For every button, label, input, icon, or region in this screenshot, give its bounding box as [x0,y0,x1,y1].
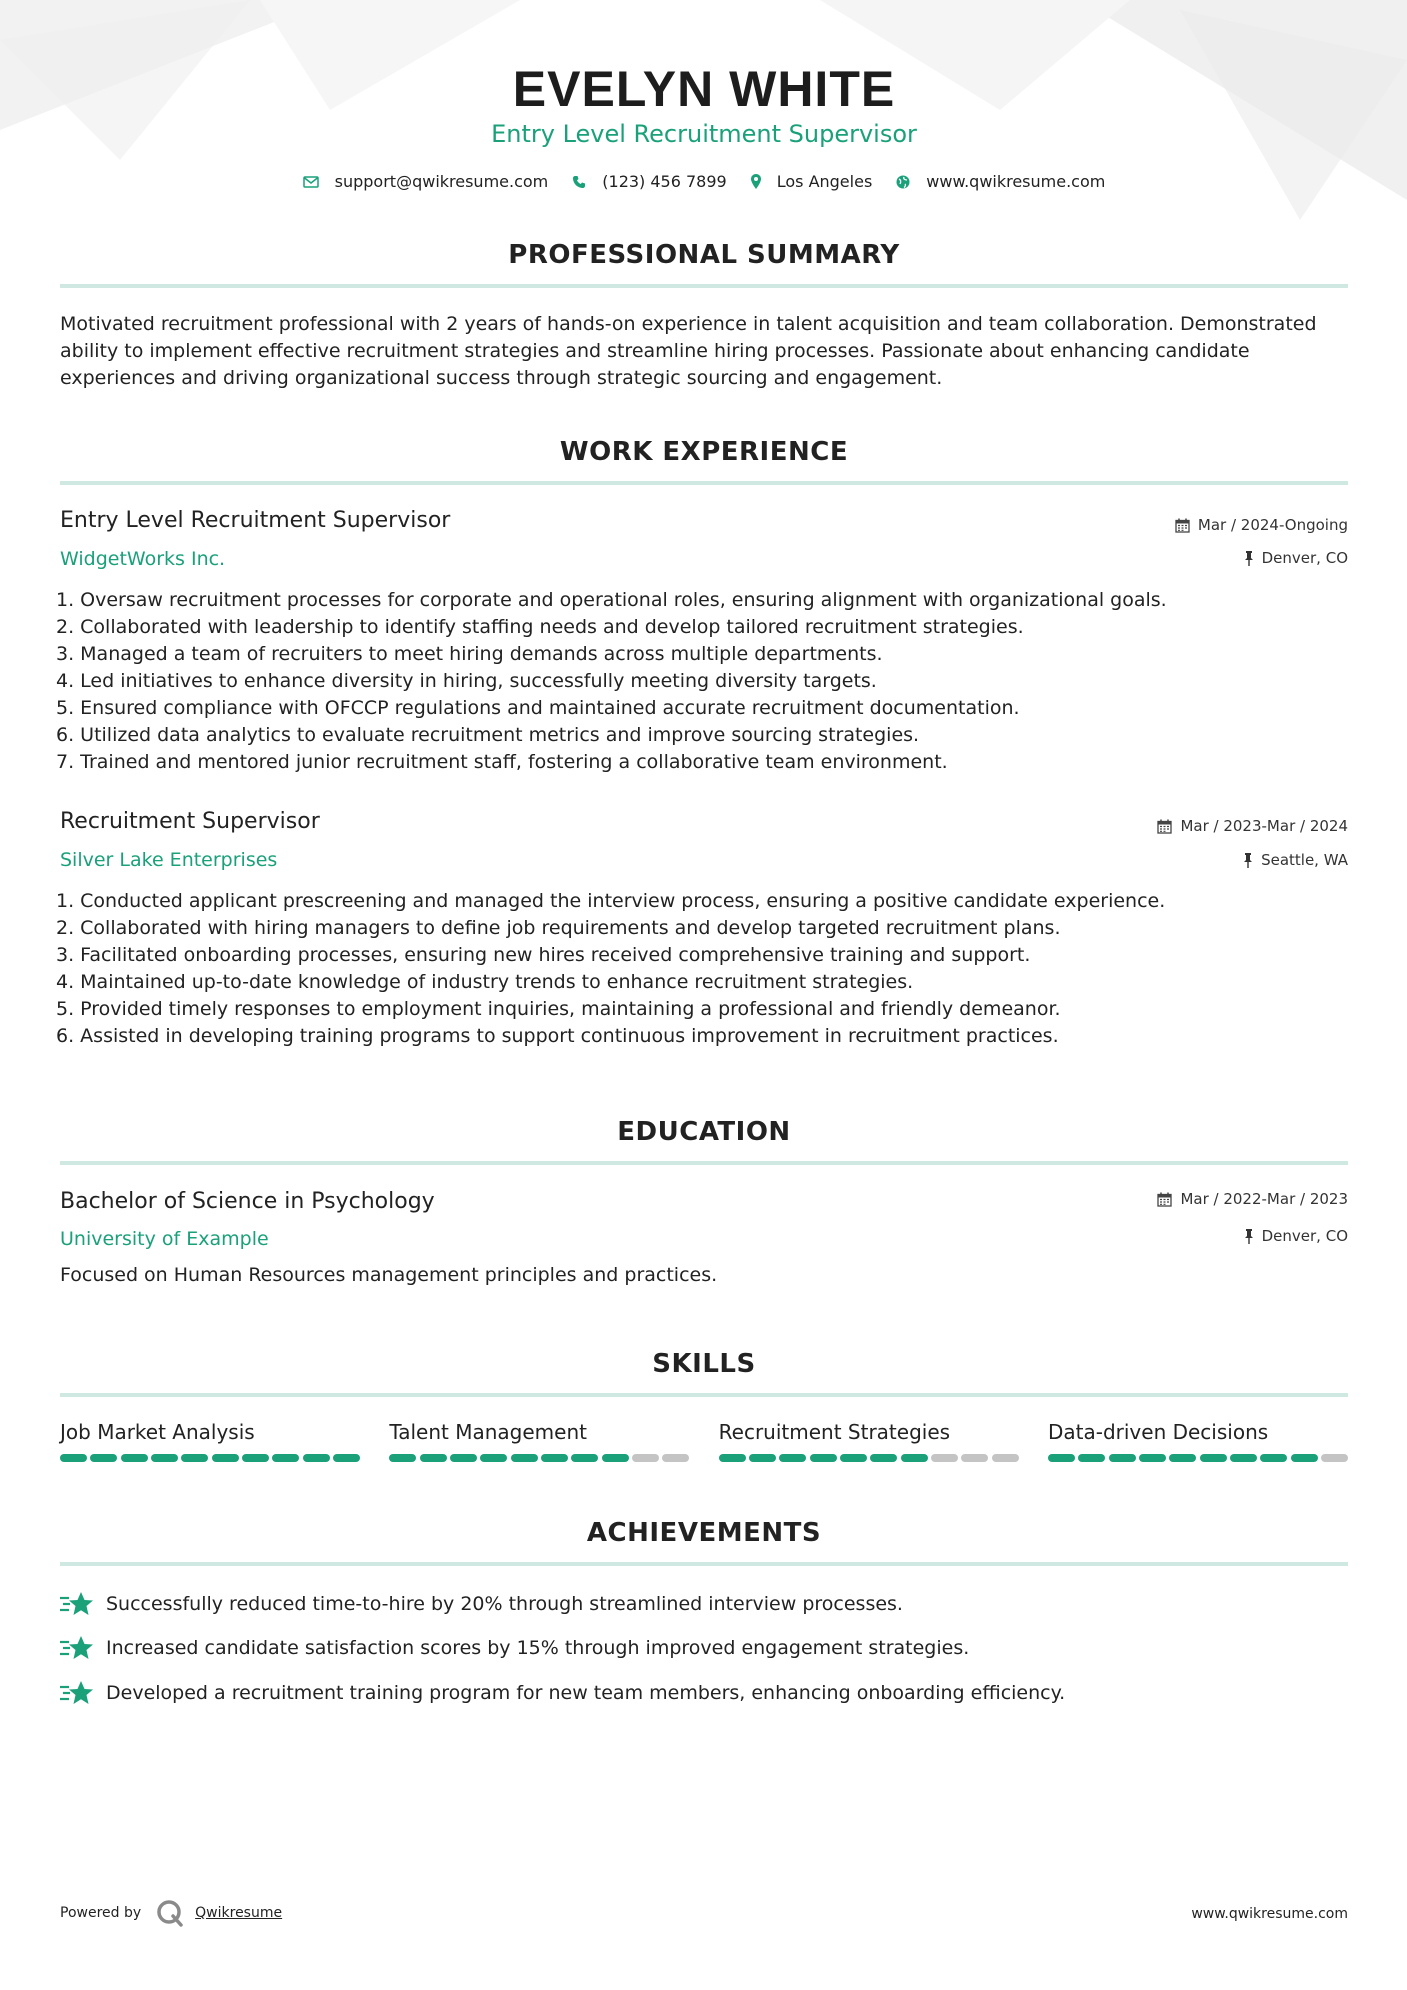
job-dates [1175,516,1348,534]
list-item: 4. Maintained up-to-date knowledge of industry trends to enhance recruitment strategies. [56,971,914,993]
summary-heading: PROFESSIONAL SUMMARY [508,240,900,270]
skill-level-segment [1109,1454,1136,1462]
job-location [1243,851,1348,869]
job-location [1244,549,1348,567]
skill-level-segment [1139,1454,1166,1462]
section-divider [60,1393,1348,1397]
skill-level-segment [60,1454,87,1462]
achievement-text: Increased candidate satisfaction scores by 15% through improved engagement strategies. [106,1637,970,1659]
skill-level-segment [242,1454,269,1462]
job-dates [1157,817,1348,835]
star-icon [60,1590,94,1618]
website-text: www.qwikresume.com [926,172,1106,191]
skill-level-segment [602,1454,629,1462]
skill-level-segment [181,1454,208,1462]
achievement-item [60,1679,1065,1707]
skill-item [60,1420,360,1462]
skill-level-segment [450,1454,477,1462]
list-item: 2. Collaborated with leadership to identify staffing needs and develop tailored recruitment strategies. [56,616,1024,638]
envelope-icon [303,176,319,188]
skill-level-segment [901,1454,928,1462]
skill-level-segment [1291,1454,1318,1462]
calendar-icon [1157,1192,1172,1207]
list-item: 6. Assisted in developing training programs to support continuous improvement in recruitment practices. [56,1025,1059,1047]
skill-name: Recruitment Strategies [718,1420,951,1444]
skill-level-segment [779,1454,806,1462]
skill-item [1048,1420,1348,1462]
list-item: 2. Collaborated with hiring managers to define job requirements and develop targeted recruitment plans. [56,917,1061,939]
calendar-icon [1157,819,1172,834]
skill-level-segment [662,1454,689,1462]
skill-level-segment [931,1454,958,1462]
skill-level-segment [212,1454,239,1462]
skill-level-segment [1200,1454,1227,1462]
section-divider [60,1562,1348,1566]
skill-level-segment [1048,1454,1075,1462]
skill-level-segment [1260,1454,1287,1462]
skill-level-segment [992,1454,1019,1462]
contact-location [751,172,873,191]
education-dates [1157,1190,1348,1208]
list-item: 1. Conducted applicant prescreening and managed the interview process, ensuring a positive candidate experience. [56,890,1166,912]
skills-heading: SKILLS [652,1349,756,1379]
skill-level-segment [151,1454,178,1462]
contact-bar [60,172,1348,191]
powered-by-label: Powered by [60,1905,142,1921]
skill-level-segment [511,1454,538,1462]
pin-icon [1243,853,1253,868]
skill-level-segment [1321,1454,1348,1462]
job-dates-text: Mar / 2023-Mar / 2024 [1180,817,1348,835]
location-text: Los Angeles [776,172,873,191]
skill-level-segment [303,1454,330,1462]
skill-level-segment [810,1454,837,1462]
skill-level-segment [840,1454,867,1462]
skill-level-meter [1048,1454,1348,1462]
education-heading: EDUCATION [617,1117,791,1147]
section-divider [60,1161,1348,1165]
skill-level-segment [961,1454,988,1462]
candidate-name: EVELYN WHITE [512,61,896,117]
star-icon [60,1634,94,1662]
brand-link[interactable]: Qwikresume [195,1905,283,1921]
star-icon [60,1679,94,1707]
list-item: 5. Provided timely responses to employment inquiries, maintaining a professional and friendly demeanor. [56,998,1061,1020]
skill-level-meter [60,1454,360,1462]
skill-level-segment [541,1454,568,1462]
skill-item [719,1420,1019,1462]
map-pin-icon [751,174,761,189]
school-name: University of Example [60,1228,269,1250]
education-dates-text: Mar / 2022-Mar / 2023 [1180,1190,1348,1208]
job-bullet-list [56,888,1356,1050]
skill-name: Talent Management [389,1420,587,1444]
job-bullet-list [56,587,1356,776]
candidate-title: Entry Level Recruitment Supervisor [491,120,917,148]
skill-level-segment [749,1454,776,1462]
list-item: 3. Facilitated onboarding processes, ensuring new hires received comprehensive training and support. [56,944,1031,966]
achievements-heading: ACHIEVEMENTS [586,1518,822,1548]
calendar-icon [1175,518,1190,533]
pin-icon [1244,551,1254,566]
section-divider [60,481,1348,485]
contact-website[interactable] [896,172,1105,191]
contact-phone[interactable] [572,172,726,191]
contact-email[interactable] [303,172,549,191]
list-item: 4. Led initiatives to enhance diversity in hiring, successfully meeting diversity targets. [56,670,877,692]
achievement-text: Successfully reduced time-to-hire by 20% through streamlined interview processes. [106,1593,903,1615]
skill-level-segment [632,1454,659,1462]
skills-grid [60,1420,1348,1462]
footer-powered-by [60,1898,282,1928]
summary-text: Motivated recruitment professional with 2 years of hands-on experience in talent acquisition and team collaboration. Demonstrated ability to implement effective recruitment strategies and streamline hiring processes. Passionate about enhancing candidate experiences and driving organizational success through strategic sourcing and engagement. [60,313,1317,389]
education-location-text: Denver, CO [1261,1227,1348,1245]
skill-level-segment [1078,1454,1105,1462]
company-name: Silver Lake Enterprises [60,849,278,871]
footer-website[interactable]: www.qwikresume.com [1191,1906,1348,1922]
skill-level-segment [90,1454,117,1462]
skill-level-segment [1230,1454,1257,1462]
skill-level-segment [272,1454,299,1462]
skill-level-segment [1169,1454,1196,1462]
skill-level-segment [389,1454,416,1462]
phone-text: (123) 456 7899 [602,172,727,191]
skill-level-meter [719,1454,1019,1462]
skill-level-segment [121,1454,148,1462]
skill-level-segment [870,1454,897,1462]
section-divider [60,284,1348,288]
skill-level-segment [420,1454,447,1462]
list-item: 5. Ensured compliance with OFCCP regulations and maintained accurate recruitment documentation. [56,697,1020,719]
pin-icon [1244,1229,1254,1244]
achievement-item [60,1634,969,1662]
achievement-text: Developed a recruitment training program for new team members, enhancing onboarding efficiency. [106,1682,1066,1704]
email-text: support@qwikresume.com [334,172,549,191]
skill-level-segment [480,1454,507,1462]
education-description: Focused on Human Resources management principles and practices. [60,1264,718,1286]
company-name: WidgetWorks Inc. [60,548,226,570]
job-title: Recruitment Supervisor [60,809,320,834]
qwikresume-logo-icon [155,1898,185,1928]
globe-icon [896,175,910,189]
list-item: 3. Managed a team of recruiters to meet hiring demands across multiple departments. [56,643,883,665]
degree-title: Bachelor of Science in Psychology [60,1189,435,1214]
job-title: Entry Level Recruitment Supervisor [60,508,451,533]
skill-item [389,1420,689,1462]
job-location-text: Denver, CO [1261,549,1348,567]
skill-level-meter [389,1454,689,1462]
education-location [1244,1227,1348,1245]
list-item: 7. Trained and mentored junior recruitment staff, fostering a collaborative team environment. [56,751,948,773]
skill-name: Data-driven Decisions [1047,1420,1269,1444]
achievement-item [60,1590,903,1618]
skill-name: Job Market Analysis [60,1420,255,1444]
list-item: 6. Utilized data analytics to evaluate recruitment metrics and improve sourcing strategies. [56,724,920,746]
job-dates-text: Mar / 2024-Ongoing [1197,516,1348,534]
list-item: 1. Oversaw recruitment processes for corporate and operational roles, ensuring alignment with organizational goals. [56,589,1167,611]
phone-icon [572,175,586,189]
skill-level-segment [333,1454,360,1462]
job-location-text: Seattle, WA [1261,851,1348,869]
experience-heading: WORK EXPERIENCE [559,437,849,467]
skill-level-segment [719,1454,746,1462]
skill-level-segment [571,1454,598,1462]
